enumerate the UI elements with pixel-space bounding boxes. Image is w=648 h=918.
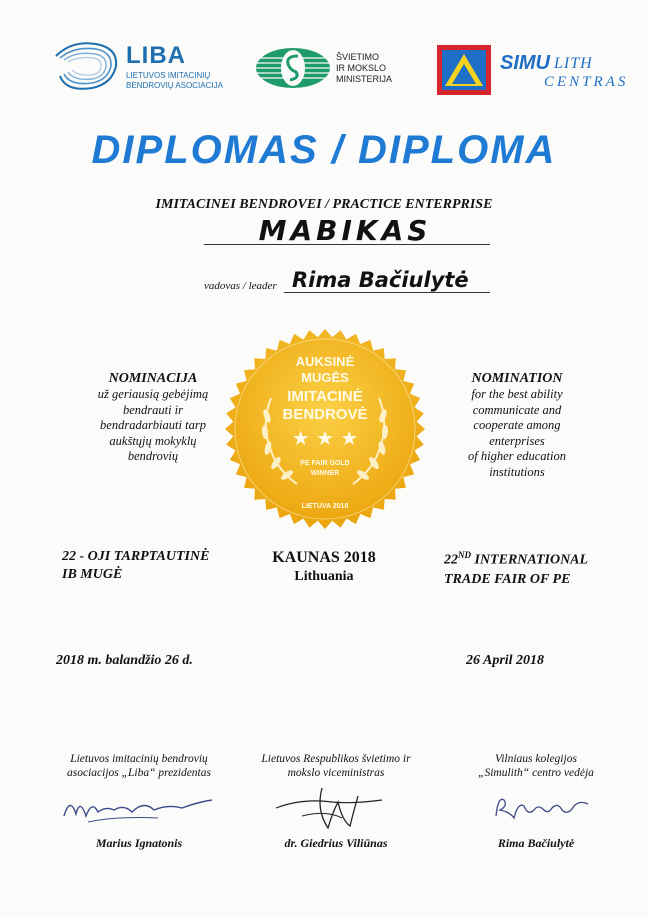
nomination-lt-line: aukštųjų mokyklų xyxy=(109,433,197,448)
fair-en xyxy=(444,546,624,589)
city-block xyxy=(224,548,424,586)
liba-name: LIBA xyxy=(126,42,186,69)
nomination-lt xyxy=(58,371,248,465)
nomination-en-title: NOMINATION xyxy=(471,371,563,386)
signer-2-role-line-2: mokslo viceministras xyxy=(287,767,385,779)
fair-en-line-2: TRADE FAIR OF PE xyxy=(444,571,571,587)
seal-line-1: AUKSINĖ xyxy=(295,354,355,369)
signature-2-icon xyxy=(262,780,402,836)
ministry-line-2: IR MOKSLO xyxy=(336,63,387,73)
simulith-logo xyxy=(436,44,629,96)
signer-3-role-line-1: Vilniaus kolegijos xyxy=(495,753,577,765)
nomination-en xyxy=(432,371,602,480)
seal-line-4: BENDROVĖ xyxy=(282,406,368,423)
leader-underline xyxy=(284,292,490,293)
fair-en-sup: ND xyxy=(458,550,471,560)
fair-en-number: 22 xyxy=(444,552,458,568)
nomination-lt-line: bendrovių xyxy=(127,449,179,463)
seal-line-3: IMITACINĖ xyxy=(287,388,363,405)
liba-swirl-icon xyxy=(52,38,122,96)
liba-logo xyxy=(52,38,222,96)
signer-3-role xyxy=(446,752,626,780)
signer-1-role-line-2: asociacijos „Liba“ prezidentas xyxy=(67,767,211,779)
leader-label: vadovas / leader xyxy=(204,280,277,292)
simulith-centras: CENTRAS xyxy=(544,74,629,90)
liba-subtitle-2: BENDROVIŲ ASOCIACIJA xyxy=(126,81,223,90)
ministry-line-1: ŠVIETIMO xyxy=(336,52,380,62)
nomination-lt-line: bendradarbiauti tarp xyxy=(100,418,206,432)
nomination-en-line: of higher education xyxy=(468,449,566,463)
ministry-line-3: MINISTERIJA xyxy=(336,74,393,84)
seal-sub-2: WINNER xyxy=(310,470,340,477)
nomination-lt-line: bendrauti ir xyxy=(122,402,184,417)
ministry-emblem-icon xyxy=(254,46,332,90)
signer-2-role xyxy=(236,752,436,780)
city-line-2: Lithuania xyxy=(294,569,354,584)
nomination-lt-line: už geriausią gebėjimą xyxy=(97,387,209,401)
practice-enterprise-subtitle: IMITACINEI BENDROVEI / PRACTICE ENTERPRISE xyxy=(155,197,493,212)
seal-line-2: MUGĖS xyxy=(301,370,349,385)
company-underline xyxy=(204,244,490,245)
simulith-simu: SIMU xyxy=(500,52,550,74)
simulith-emblem-icon xyxy=(436,44,492,96)
signer-1-role xyxy=(44,752,234,780)
nomination-en-line: cooperate among xyxy=(473,418,561,432)
seal-stars-icon: ★ ★ ★ xyxy=(291,426,359,450)
diploma-title: DIPLOMAS / DIPLOMA xyxy=(91,128,557,172)
fair-en-line-1 xyxy=(444,546,624,570)
fair-lt-line-1: 22 - OJI TARPTAUTINĖ xyxy=(62,549,210,564)
city-line-1: KAUNAS 2018 xyxy=(272,549,376,566)
nomination-en-line: communicate and xyxy=(472,402,562,417)
signer-3-name: Rima Bačiulytė xyxy=(497,836,575,850)
signature-1-icon xyxy=(58,786,218,832)
nomination-en-line: enterprises xyxy=(489,433,545,448)
signer-1-role-line-1: Lietuvos imitacinių bendrovių xyxy=(70,753,208,765)
signer-2-name: dr. Giedrius Viliūnas xyxy=(284,836,388,850)
nomination-en-line: for the best ability xyxy=(471,387,563,401)
ministry-logo xyxy=(254,46,404,90)
date-lt: 2018 m. balandžio 26 d. xyxy=(56,653,193,668)
signer-3-role-line-2: „Simulith“ centro vedėja xyxy=(478,767,594,779)
simulith-lith: LITH xyxy=(554,55,593,72)
signature-3-icon xyxy=(488,786,598,826)
fair-lt-line-2: IB MUGĖ xyxy=(62,567,123,582)
company-name: MABIKAS xyxy=(258,214,432,247)
nomination-en-line: institutions xyxy=(489,464,545,479)
gold-winner-seal xyxy=(223,328,427,530)
seal-bottom: LIETUVA 2018 xyxy=(301,503,349,510)
signer-2-role-line-1: Lietuvos Respublikos švietimo ir xyxy=(261,753,411,765)
leader-name: Rima Bačiulytė xyxy=(292,268,469,292)
date-en: 26 April 2018 xyxy=(466,653,545,668)
seal-sub-1: PE FAIR GOLD xyxy=(300,460,350,467)
liba-subtitle-1: LIETUVOS IMITACINIŲ xyxy=(126,71,211,80)
nomination-lt-title: NOMINACIJA xyxy=(108,371,198,386)
signer-1-name: Marius Ignatonis xyxy=(95,836,183,850)
fair-en-rest: INTERNATIONAL xyxy=(471,552,589,568)
